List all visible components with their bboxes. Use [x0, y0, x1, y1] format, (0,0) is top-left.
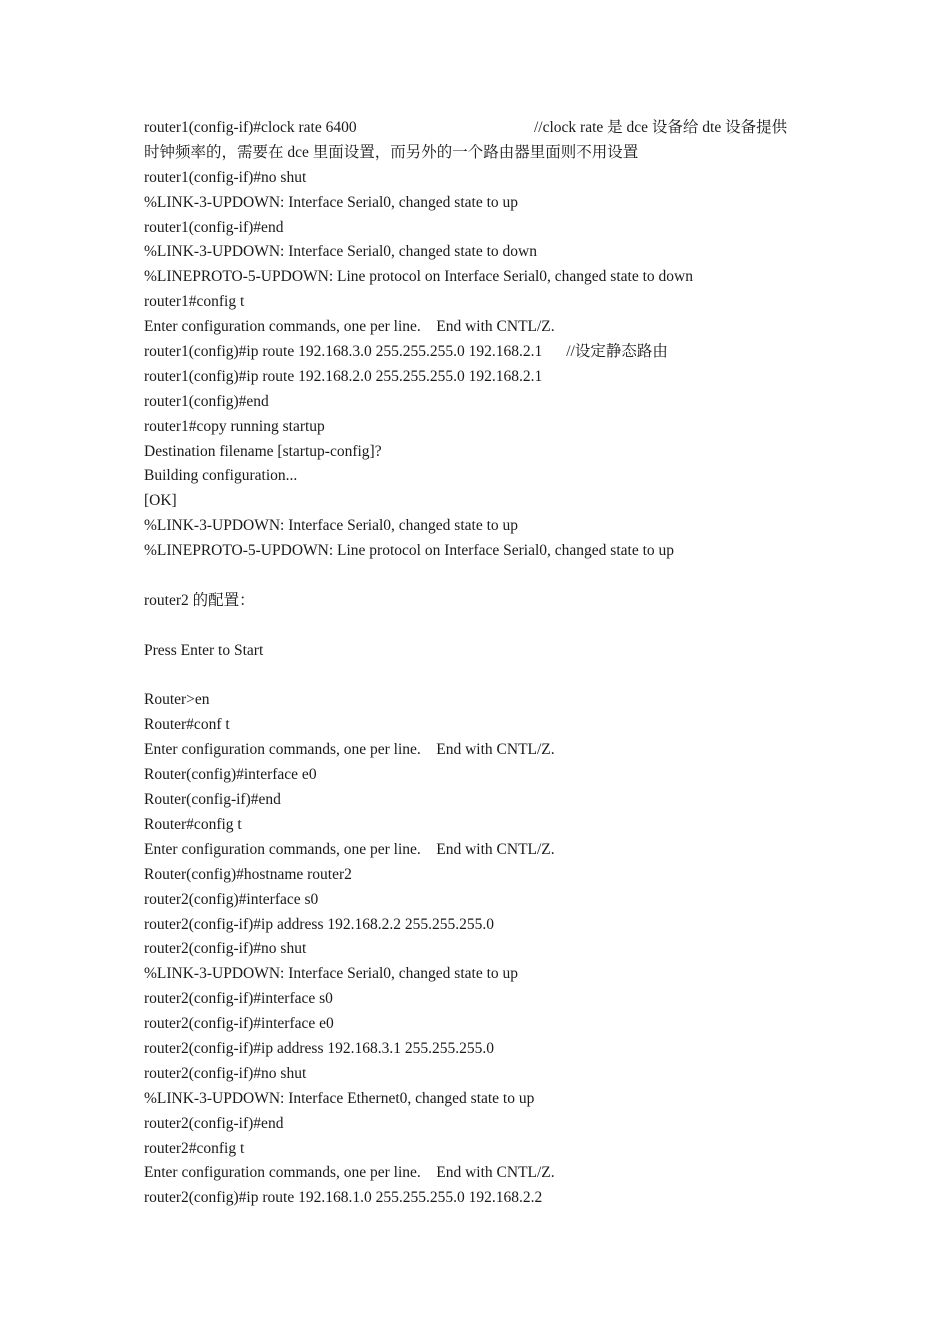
text-line — [144, 564, 824, 589]
text-line — [144, 464, 824, 489]
text-line — [144, 813, 824, 838]
inline-comment: //设定静态路由 — [566, 343, 668, 361]
line-text: router2(config-if)#end — [144, 1114, 284, 1132]
text-line — [144, 987, 824, 1012]
line-text: Enter configuration commands, one per line. End with CNTL/Z. — [144, 1164, 555, 1182]
line-comment: //clock rate 是 dce 设备给 dte 设备提供 — [534, 119, 788, 136]
line-text: router2(config-if)#no shut — [144, 1064, 307, 1082]
line-text: router1(config-if)#clock rate 6400 — [144, 119, 357, 136]
line-text: Enter configuration commands, one per line. End with CNTL/Z. — [144, 840, 555, 858]
line-text: %LINK-3-UPDOWN: Interface Serial0, changed state to up — [144, 965, 519, 983]
text-line — [144, 863, 824, 888]
line-text: router2 的配置： — [144, 591, 255, 609]
text-line — [144, 913, 824, 938]
text-line — [144, 340, 824, 365]
text-line — [144, 141, 824, 166]
text-line — [144, 838, 824, 863]
text-line — [144, 539, 824, 564]
document-body — [144, 116, 824, 1211]
line-text: router1(config)#end — [144, 392, 269, 410]
text-line — [144, 166, 824, 191]
line-text: %LINK-3-UPDOWN: Interface Serial0, changed state to up — [144, 517, 519, 535]
text-line — [144, 1012, 824, 1037]
text-line — [144, 614, 824, 639]
line-text: Building configuration... — [144, 467, 298, 485]
text-line — [144, 240, 824, 265]
text-line — [144, 390, 824, 415]
text-line — [144, 788, 824, 813]
text-line — [144, 265, 824, 290]
text-line — [144, 415, 824, 440]
text-line — [144, 713, 824, 738]
text-line — [144, 1186, 824, 1211]
line-text: Router>en — [144, 691, 210, 709]
text-line — [144, 937, 824, 962]
line-text: Router#config t — [144, 815, 242, 833]
text-line — [144, 365, 824, 390]
line-text: Router(config)#hostname router2 — [144, 865, 352, 883]
text-line — [144, 738, 824, 763]
line-text: Enter configuration commands, one per line. End with CNTL/Z. — [144, 741, 555, 759]
text-line — [144, 688, 824, 713]
line-text: Router#conf t — [144, 716, 230, 734]
text-line — [144, 1037, 824, 1062]
line-text: Router(config-if)#end — [144, 791, 281, 809]
text-line — [144, 1112, 824, 1137]
line-text: Destination filename [startup-config]? — [144, 442, 382, 460]
line-text: %LINK-3-UPDOWN: Interface Serial0, changed state to down — [144, 243, 537, 261]
text-line — [144, 191, 824, 216]
line-text: %LINK-3-UPDOWN: Interface Ethernet0, changed state to up — [144, 1089, 535, 1107]
text-line — [144, 1062, 824, 1087]
line-text: 时钟频率的，需要在 dce 里面设置，而另外的一个路由器里面则不用设置 — [144, 143, 639, 161]
text-line — [144, 1087, 824, 1112]
line-text: router1(config-if)#end — [144, 218, 284, 236]
line-text: Router(config)#interface e0 — [144, 766, 317, 784]
line-text: router2(config-if)#ip address 192.168.2.2 255.255.255.0 — [144, 915, 494, 933]
text-line — [144, 315, 824, 340]
text-line — [144, 962, 824, 987]
text-line — [144, 639, 824, 664]
line-text: Press Enter to Start — [144, 641, 264, 659]
text-line — [144, 514, 824, 539]
line-text: [OK] — [144, 492, 177, 510]
text-line — [144, 589, 824, 614]
line-text: router1#config t — [144, 293, 245, 311]
text-line — [144, 440, 824, 465]
text-line — [144, 1137, 824, 1162]
line-text: %LINEPROTO-5-UPDOWN: Line protocol on Interface Serial0, changed state to down — [144, 268, 693, 286]
line-text: router1(config)#ip route 192.168.2.0 255.255.255.0 192.168.2.1 — [144, 367, 543, 385]
line-text: router2(config-if)#ip address 192.168.3.1 255.255.255.0 — [144, 1039, 494, 1057]
text-line — [144, 290, 824, 315]
text-line — [144, 763, 824, 788]
line-text: router2(config)#interface s0 — [144, 890, 319, 908]
line-text: router2(config-if)#interface e0 — [144, 1015, 334, 1033]
line-text: router2(config-if)#interface s0 — [144, 990, 333, 1008]
line-text: router2#config t — [144, 1139, 245, 1157]
line-text: router1#copy running startup — [144, 417, 325, 435]
text-line — [144, 664, 824, 689]
text-line — [144, 489, 824, 514]
text-line — [144, 1161, 824, 1186]
line-text: Enter configuration commands, one per line. End with CNTL/Z. — [144, 318, 555, 336]
line-text: %LINK-3-UPDOWN: Interface Serial0, changed state to up — [144, 193, 519, 211]
text-line — [144, 116, 824, 141]
line-text: router1(config)#ip route 192.168.3.0 255.255.255.0 192.168.2.1 — [144, 343, 543, 361]
line-text: router1(config-if)#no shut — [144, 168, 307, 186]
text-line — [144, 888, 824, 913]
line-text: router2(config-if)#no shut — [144, 940, 307, 958]
line-text: router2(config)#ip route 192.168.1.0 255.255.255.0 192.168.2.2 — [144, 1189, 543, 1207]
line-text: %LINEPROTO-5-UPDOWN: Line protocol on Interface Serial0, changed state to up — [144, 542, 675, 560]
text-line — [144, 216, 824, 241]
